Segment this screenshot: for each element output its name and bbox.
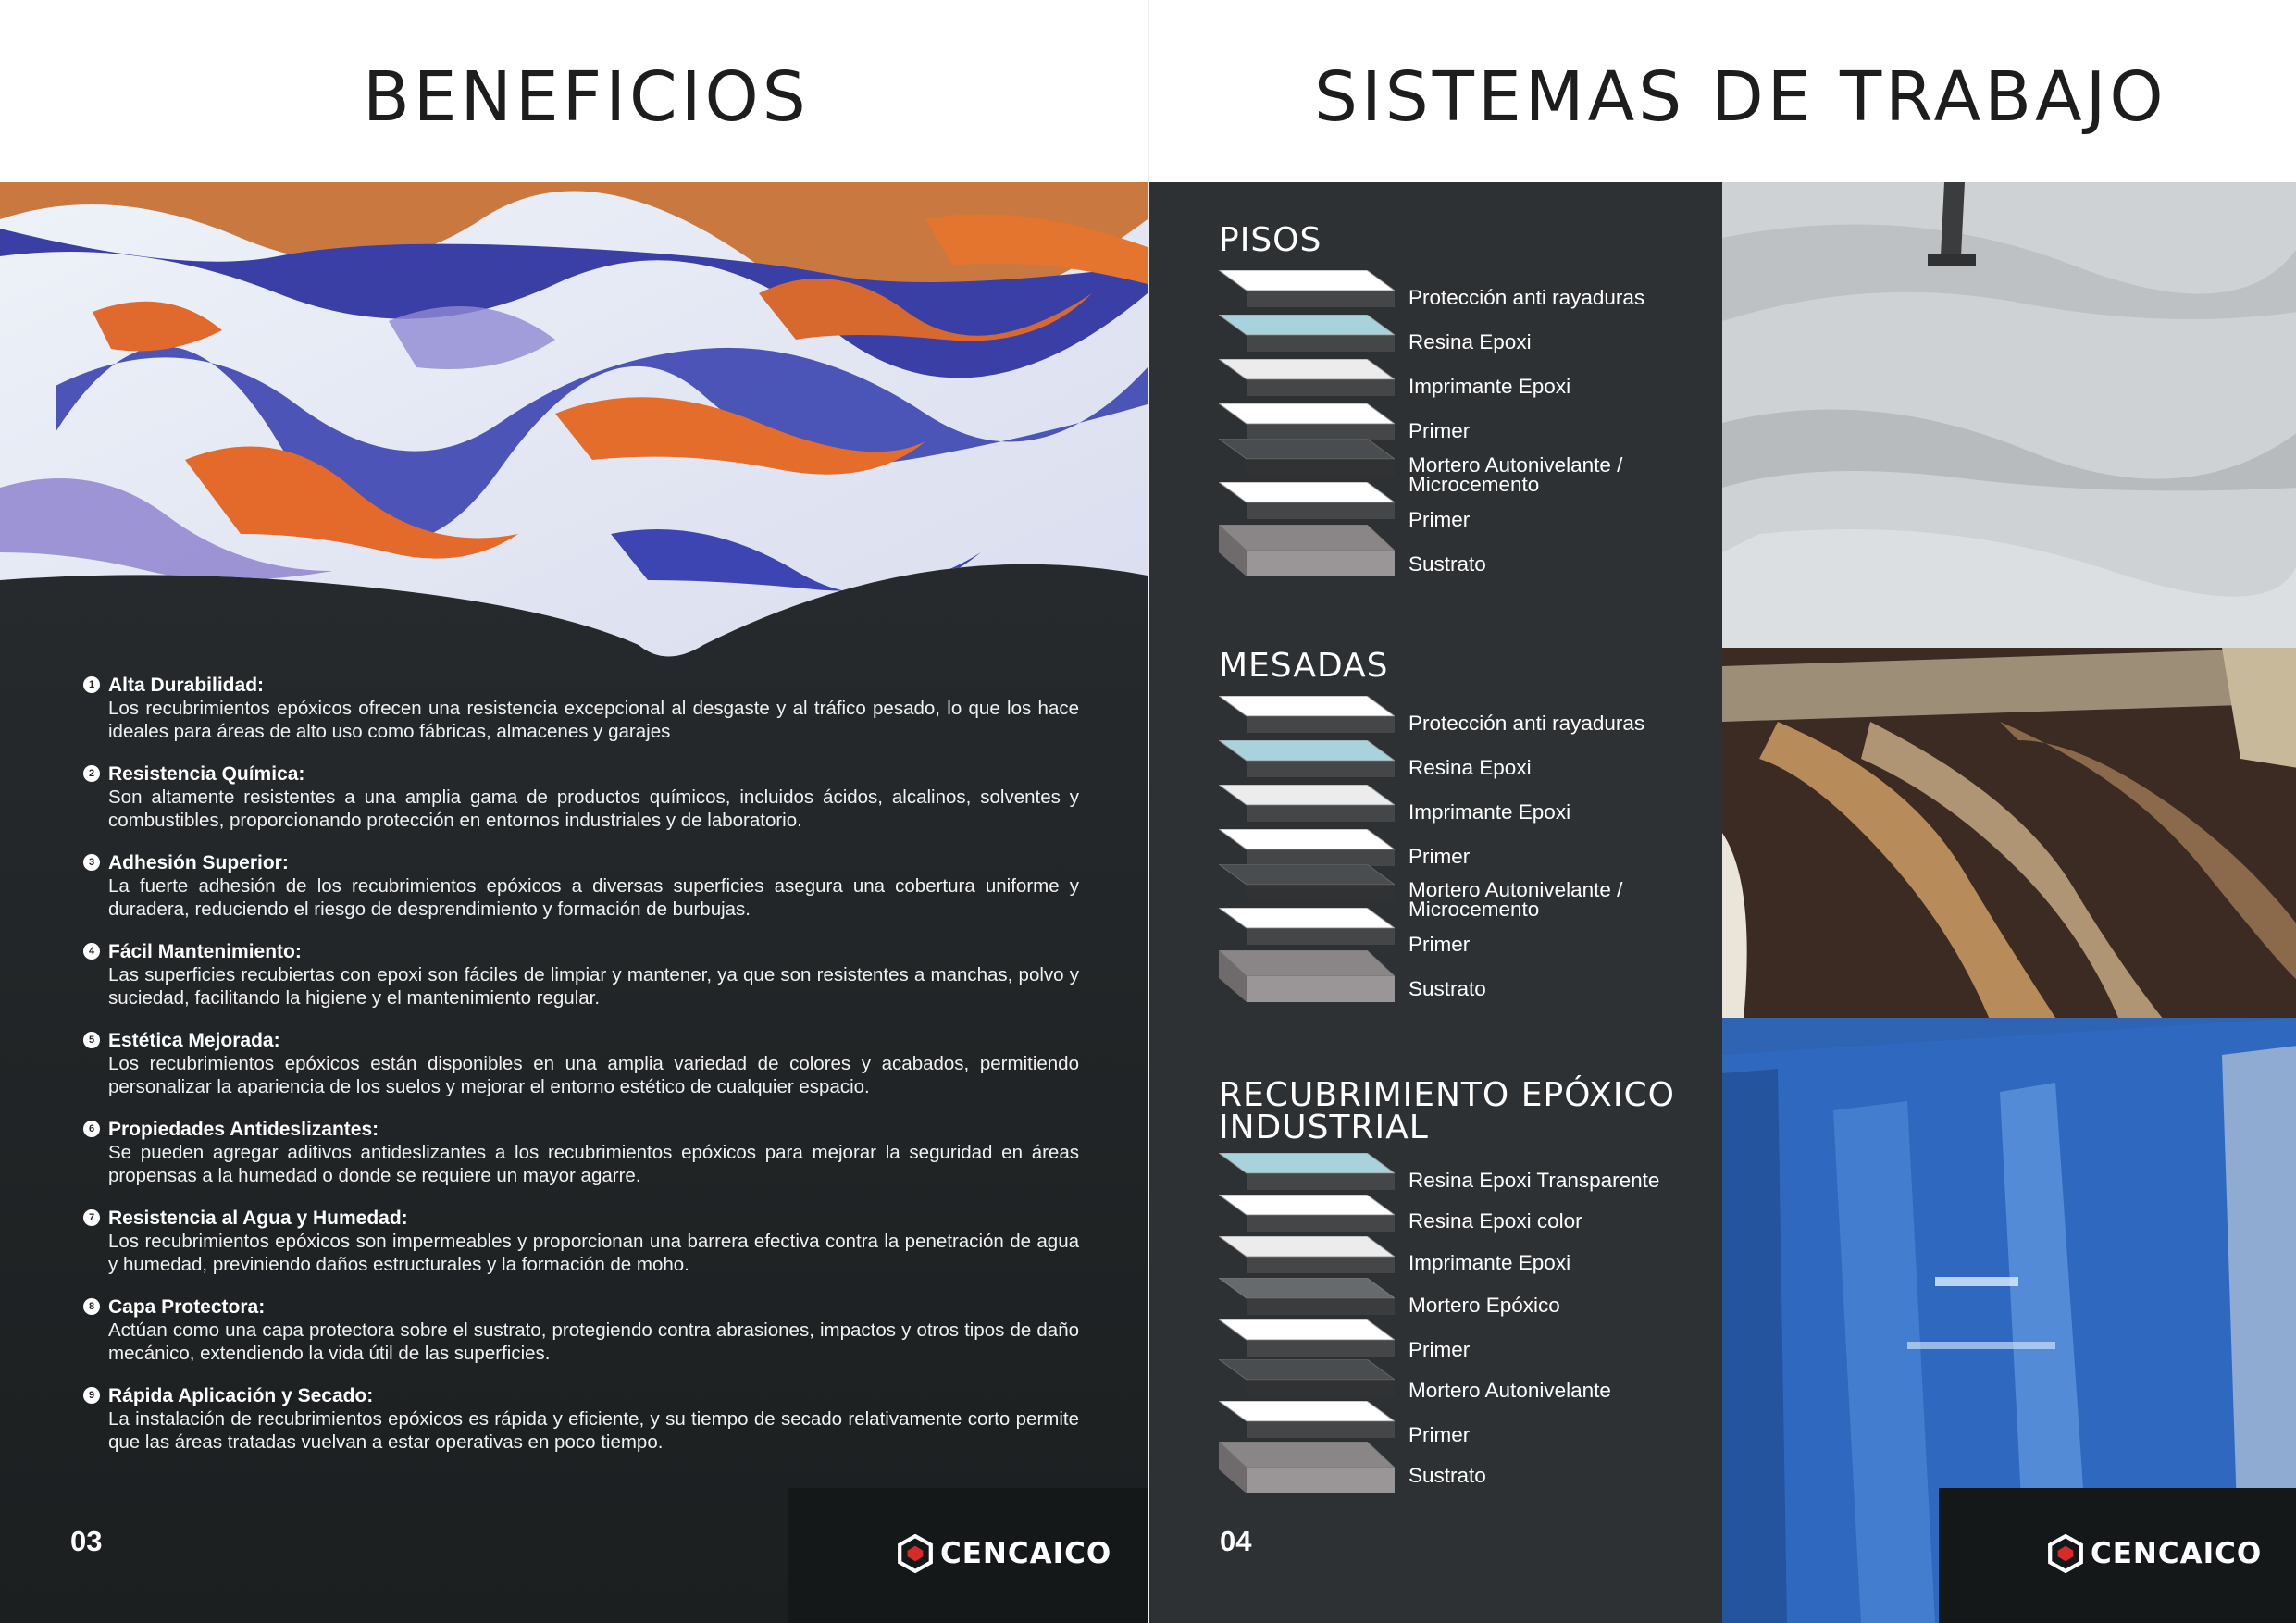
number-badge: 8 <box>83 1298 100 1315</box>
benefit-item <box>83 674 1079 743</box>
page-title-beneficios: BENEFICIOS <box>363 57 810 137</box>
layer-label: Resina Epoxi <box>1409 756 1532 779</box>
layer-label: Mortero Autonivelante <box>1409 1379 1611 1402</box>
page-title-sistemas: SISTEMAS DE TRABAJO <box>1314 57 2167 137</box>
benefit-item <box>83 851 1079 921</box>
cencaico-logo <box>896 1534 1111 1573</box>
layer-swatch <box>1219 864 1395 901</box>
number-badge: 6 <box>83 1121 100 1137</box>
layer-label: Resina Epoxi Transparente <box>1409 1169 1660 1192</box>
layer-label: Primer <box>1409 419 1471 442</box>
benefit-item <box>83 1029 1079 1098</box>
benefit-title: Adhesión Superior: <box>108 852 289 873</box>
layer-swatch <box>1219 270 1395 307</box>
marble-countertop-photo <box>1722 648 2296 1046</box>
layer-swatch <box>1219 829 1395 866</box>
layer-label: Mortero Autonivelante / Microcemento <box>1409 453 1623 496</box>
section-title-pisos: PISOS <box>1219 221 1322 259</box>
number-badge: 9 <box>83 1387 100 1404</box>
layer-swatch <box>1219 482 1395 519</box>
layer-swatch <box>1219 1319 1395 1357</box>
benefit-item <box>83 1295 1079 1365</box>
section-title-mesadas: MESADAS <box>1219 647 1389 685</box>
layer-label: Primer <box>1409 845 1471 868</box>
layer-label: Resina Epoxi <box>1409 330 1532 353</box>
layer-label: Primer <box>1409 1423 1471 1446</box>
layer-label: Mortero Epóxico <box>1409 1294 1560 1317</box>
left-header <box>0 0 1148 182</box>
layer-swatch <box>1219 950 1395 1002</box>
layer-swatch <box>1219 1153 1395 1190</box>
marble-epoxy-image <box>0 182 1148 700</box>
layer-label: Imprimante Epoxi <box>1409 800 1571 824</box>
benefit-description: Actúan como una capa protectora sobre el sustrato, protegiendo contra abrasiones, impactos y otros tipos de daño mecánico, extendiendo la vida útil de las superficies. <box>108 1319 1079 1364</box>
layer-label: Primer <box>1409 1338 1471 1361</box>
page-number: 04 <box>1220 1525 1252 1557</box>
number-badge: 2 <box>83 765 100 782</box>
benefit-item <box>83 762 1079 832</box>
right-page <box>1148 0 2296 1623</box>
layer-label: Sustrato <box>1409 552 1486 576</box>
right-header <box>1149 0 2296 182</box>
benefit-title: Fácil Mantenimiento: <box>108 941 302 962</box>
cencaico-logo-icon <box>2046 1534 2085 1573</box>
benefit-item <box>83 1118 1079 1187</box>
layer-label: Mortero Autonivelante / Microcemento <box>1409 878 1623 921</box>
layer-swatch <box>1219 1442 1395 1493</box>
benefit-title: Rápida Aplicación y Secado: <box>108 1385 374 1406</box>
layer-swatch <box>1219 908 1395 945</box>
number-badge: 5 <box>83 1032 100 1048</box>
benefit-description: Se pueden agregar aditivos antideslizantes a los recubrimientos epóxicos para mejorar la seguridad en áreas propensas a la humedad o donde se requiere un mayor agarre. <box>108 1142 1079 1186</box>
layer-swatch <box>1219 740 1395 777</box>
layer-label: Imprimante Epoxi <box>1409 1251 1571 1274</box>
layer-label: Sustrato <box>1409 977 1486 1000</box>
section-title-industrial: RECUBRIMIENTO EPÓXICO INDUSTRIAL <box>1219 1076 1675 1146</box>
number-badge: 4 <box>83 943 100 960</box>
number-badge: 7 <box>83 1209 100 1226</box>
layer-swatch <box>1219 1401 1395 1438</box>
benefit-description: La instalación de recubrimientos epóxicos es rápida y eficiente, y su tiempo de secado relativamente corto permite que las áreas tratadas vuelvan a estar operativas en poco tiempo. <box>108 1408 1079 1453</box>
benefit-title: Propiedades Antideslizantes: <box>108 1119 379 1140</box>
benefit-title: Estética Mejorada: <box>108 1030 280 1051</box>
cencaico-logo-icon <box>896 1534 935 1573</box>
layer-swatch <box>1219 1278 1395 1315</box>
benefit-title: Resistencia Química: <box>108 763 305 785</box>
layer-swatch <box>1219 403 1395 440</box>
benefit-item <box>83 1384 1079 1454</box>
layer-swatch <box>1219 525 1395 576</box>
layer-label: Primer <box>1409 933 1471 956</box>
layer-label: Sustrato <box>1409 1464 1486 1487</box>
cencaico-logo <box>2046 1534 2262 1573</box>
benefit-item <box>83 940 1079 1010</box>
number-badge: 3 <box>83 854 100 871</box>
layer-label: Protección anti rayaduras <box>1409 712 1645 735</box>
benefit-item <box>83 1207 1079 1276</box>
benefit-description: La fuerte adhesión de los recubrimientos epóxicos a diversas superficies asegura una cobertura uniforme y duradera, reduciendo el riesgo de desprendimiento y formación de burbujas. <box>108 875 1079 920</box>
page-number: 03 <box>70 1525 103 1557</box>
layer-swatch <box>1219 1236 1395 1273</box>
number-badge: 1 <box>83 676 100 693</box>
benefit-title: Resistencia al Agua y Humedad: <box>108 1208 408 1229</box>
benefit-description: Los recubrimientos epóxicos son impermeables y proporcionan una barrera efectiva contra la penetración de agua y humedad, previniendo daños estructurales y la formación de moho. <box>108 1231 1079 1275</box>
layer-swatch <box>1219 315 1395 352</box>
layer-label: Primer <box>1409 508 1471 531</box>
benefit-description: Las superficies recubiertas con epoxi son fáciles de limpiar y mantener, ya que son resistentes a manchas, polvo y suciedad, facilitando la higiene y el mantenimiento regular. <box>108 964 1079 1009</box>
layer-swatch <box>1219 696 1395 733</box>
benefit-title: Alta Durabilidad: <box>108 675 265 696</box>
benefit-description: Los recubrimientos epóxicos están disponibles en una amplia variedad de colores y acabados, permitiendo personalizar la apariencia de los suelos y mejorar el entorno estético de cualquier espacio. <box>108 1053 1079 1097</box>
logo-text: CENCAICO <box>2091 1537 2263 1570</box>
benefit-title: Capa Protectora: <box>108 1296 266 1318</box>
layer-label: Imprimante Epoxi <box>1409 375 1571 398</box>
marble-floor-photo <box>1722 182 2296 663</box>
layer-label: Protección anti rayaduras <box>1409 286 1645 309</box>
benefit-description: Son altamente resistentes a una amplia gama de productos químicos, incluidos ácidos, alcalinos, solventes y combustibles, proporcionando protección en entornos industriales y de laboratorio. <box>108 787 1079 831</box>
layer-swatch <box>1219 1359 1395 1396</box>
layer-swatch <box>1219 785 1395 822</box>
layer-swatch <box>1219 439 1395 476</box>
benefits-list <box>83 674 1079 1473</box>
benefit-description: Los recubrimientos epóxicos ofrecen una resistencia excepcional al desgaste y al tráfico pesado, lo que los hace ideales para áreas de alto uso como fábricas, almacenes y garajes <box>108 698 1079 742</box>
layer-label: Resina Epoxi color <box>1409 1209 1582 1233</box>
layer-swatch <box>1219 1195 1395 1232</box>
layer-swatch <box>1219 359 1395 396</box>
logo-text: CENCAICO <box>940 1537 1112 1570</box>
